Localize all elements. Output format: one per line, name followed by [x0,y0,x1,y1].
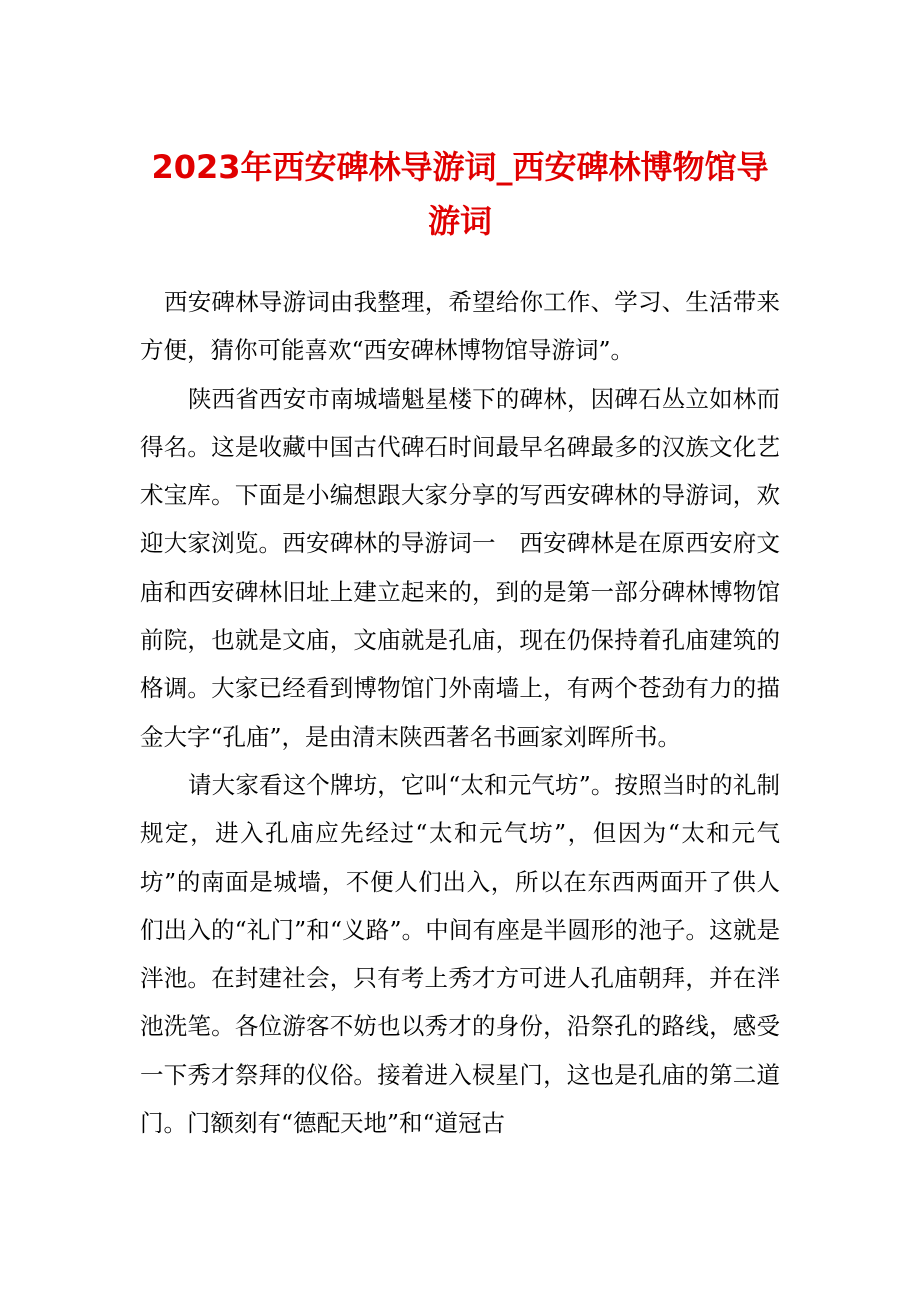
title-line-1: 2023年西安碑林导游词_西安碑林博物馆导 [151,148,769,186]
intro-paragraph: 西安碑林导游词由我整理，希望给你工作、学习、生活带来方便，猜你可能喜欢“西安碑林博物馆导游词”。 [140,288,780,365]
body-paragraph-1: 陕西省西安市南城墙魁星楼下的碑林，因碑石丛立如林而得名。这是收藏中国古代碑石时间最早名碑最多的汉族文化艺术宝库。下面是小编想跟大家分享的写西安碑林的导游词，欢迎大家浏览。西安碑林的导游词一 西安碑林是在原西安府文庙和西安碑林旧址上建立起来的，到的是第一部分碑林博物馆前院，也就是文庙，文庙就是孔庙，现在仍保持着孔庙建筑的格调。大家已经看到博物馆门外南墙上，有两个苍劲有力的描金大字“孔庙”，是由清末陕西著名书画家刘晖所书。 [140,384,780,751]
document-body [140,278,780,1147]
document-title [100,140,820,248]
title-line-2: 游词 [427,202,492,240]
body-paragraph-2: 请大家看这个牌坊，它叫“太和元气坊”。按照当时的礼制规定，进入孔庙应先经过“太和元气坊”，但因为“太和元气坊”的南面是城墙，不便人们出入，所以在东西两面开了供人们出入的“礼门”和“义路”。中间有座是半圆形的池子。这就是泮池。在封建社会，只有考上秀才方可进人孔庙朝拜，并在泮池洗笔。各位游客不妨也以秀才的身份，沿祭孔的路线，感受一下秀才祭拜的仪俗。接着进入棂星门，这也是孔庙的第二道门。门额刻有“德配天地”和“道冠古 [140,770,780,1138]
